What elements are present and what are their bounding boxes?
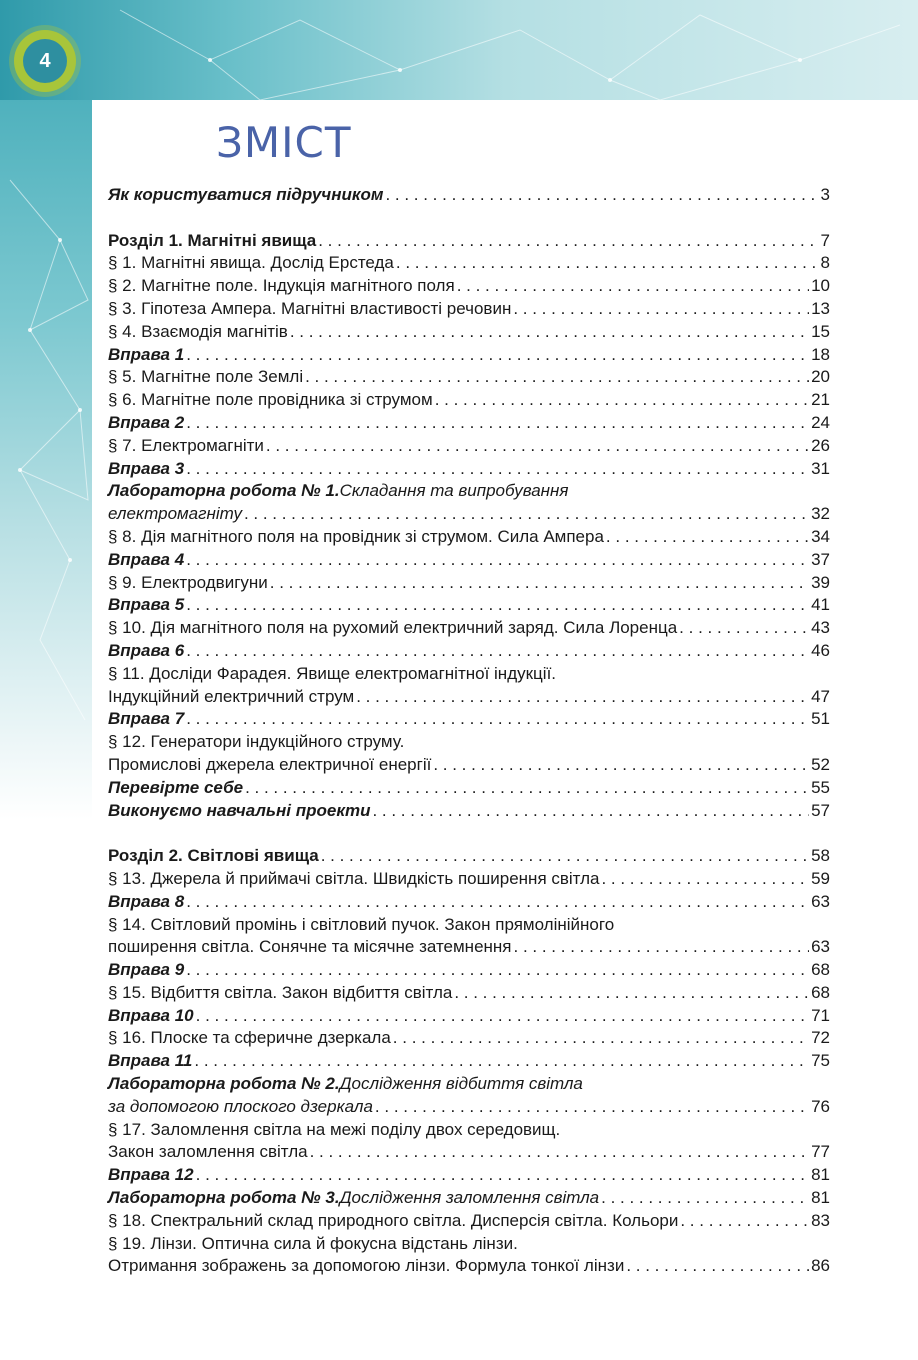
toc-dot-leader: [186, 412, 809, 435]
toc-dot-leader: [245, 777, 809, 800]
toc-entry-text: § 9. Електродвигуни: [108, 572, 268, 592]
toc-entry-text: Отримання зображень за допомогою лінзи. Формула тонкої лінзи: [108, 1256, 625, 1276]
toc-entry: [108, 868, 830, 891]
toc-entry-text: Дослідження заломлення світла: [339, 1188, 600, 1208]
toc-entry: [108, 708, 830, 731]
toc-entry: [108, 1119, 830, 1142]
toc-dot-leader: [680, 1210, 809, 1233]
toc-entry-text: Промислові джерела електричної енергії: [108, 754, 432, 774]
toc-entry-text: § 4. Взаємодія магнітів: [108, 321, 288, 341]
toc-entry: [108, 1141, 830, 1164]
page-title: ЗМІСТ: [216, 118, 352, 167]
toc-entry-text: Вправа 4: [108, 549, 185, 569]
toc-entry-text: § 5. Магнітне поле Землі: [108, 367, 304, 387]
toc-page-number: 24: [811, 412, 830, 432]
toc-entry-text: Складання та випробування: [339, 481, 569, 501]
toc-page-number: 37: [811, 549, 830, 569]
toc-page-number: 39: [811, 572, 830, 592]
toc-entry-text: Вправа 1: [108, 344, 185, 364]
toc-dot-leader: [196, 1005, 809, 1028]
toc-page-number: 10: [811, 276, 830, 296]
toc-page-number: 43: [811, 618, 830, 638]
toc-page-number: 8: [820, 253, 830, 273]
toc-page-number: 21: [811, 390, 830, 410]
toc-entry: [108, 594, 830, 617]
toc-entry-text: Лабораторна робота № 2.: [108, 1074, 340, 1094]
toc-entry: [108, 731, 830, 754]
toc-entry: [108, 366, 830, 389]
toc-entry: [108, 230, 830, 253]
toc-entry: [108, 1210, 830, 1233]
toc-dot-leader: [186, 594, 809, 617]
toc-entry-text: Вправа 5: [108, 595, 185, 615]
toc-page-number: 34: [811, 526, 830, 546]
toc-dot-leader: [514, 936, 810, 959]
toc-entry-text: § 18. Спектральний склад природного світла. Дисперсія світла. Кольори: [108, 1210, 679, 1230]
toc-dot-leader: [601, 1187, 809, 1210]
toc-page-number: 59: [811, 868, 830, 888]
toc-page-number: 41: [811, 595, 830, 615]
toc-entry: [108, 914, 830, 937]
toc-entry-text: Закон заломлення світла: [108, 1142, 308, 1162]
toc-page-number: 77: [811, 1142, 830, 1162]
toc-dot-leader: [186, 891, 809, 914]
toc-page-number: 81: [811, 1188, 830, 1208]
toc-dot-leader: [385, 184, 818, 207]
toc-dot-leader: [194, 1050, 809, 1073]
toc-page-number: 68: [811, 982, 830, 1002]
toc-entry: [108, 503, 830, 526]
toc-entry-text: Вправа 7: [108, 709, 185, 729]
toc-entry: [108, 982, 830, 1005]
toc-page-number: 63: [811, 937, 830, 957]
toc-dot-leader: [290, 321, 809, 344]
toc-entry: [108, 959, 830, 982]
toc-page-number: 18: [811, 344, 830, 364]
toc-dot-leader: [266, 435, 809, 458]
toc-entry: [108, 891, 830, 914]
toc-page-number: 52: [811, 754, 830, 774]
toc-page-number: 3: [820, 185, 830, 204]
toc-entry-text: поширення світла. Сонячне та місячне затемнення: [108, 937, 512, 957]
toc-entry-text: електромагніту: [108, 504, 242, 524]
toc-entry: [108, 549, 830, 572]
toc-entry: [108, 800, 830, 823]
toc-dot-leader: [196, 1164, 809, 1187]
toc-entry-text: Перевірте себе: [108, 777, 244, 797]
toc-entry-text: Індукційний електричний струм: [108, 686, 355, 706]
toc-page-number: 26: [811, 435, 830, 455]
toc-entry-text: Лабораторна робота № 1.: [108, 481, 340, 501]
toc-entry-text: § 3. Гіпотеза Ампера. Магнітні властивості речовин: [108, 298, 512, 318]
toc-page-number: 71: [811, 1005, 830, 1025]
toc-page-number: 20: [811, 367, 830, 387]
toc-page-number: 32: [811, 504, 830, 524]
toc-entry: [108, 1164, 830, 1187]
toc-entry-text: Вправа 11: [108, 1051, 193, 1071]
toc-entry-text: § 1. Магнітні явища. Дослід Ерстеда: [108, 253, 394, 273]
toc-entry: [108, 663, 830, 686]
toc-entry-text: Вправа 2: [108, 412, 185, 432]
toc-dot-leader: [435, 389, 809, 412]
toc-entry-text: § 15. Відбиття світла. Закон відбиття світла: [108, 982, 453, 1002]
toc-entry: [108, 1073, 830, 1096]
toc-entry: [108, 389, 830, 412]
toc-entry: [108, 298, 830, 321]
toc-entry-text: § 11. Досліди Фарадея. Явище електромагнітної індукції.: [108, 663, 557, 683]
toc-dot-leader: [186, 458, 809, 481]
toc-entry-text: Вправа 6: [108, 640, 185, 660]
toc-entry: [108, 754, 830, 777]
toc-entry: [108, 617, 830, 640]
toc-entry: [108, 1255, 830, 1278]
toc-page-number: 63: [811, 891, 830, 911]
toc-entry-text: § 13. Джерела й приймачі світла. Швидкість поширення світла: [108, 868, 600, 888]
toc-dot-leader: [457, 275, 809, 298]
toc-page-number: 55: [811, 777, 830, 797]
table-of-contents: [108, 184, 830, 1278]
toc-page-number: 86: [811, 1256, 830, 1276]
toc-entry: [108, 845, 830, 868]
toc-page-number: 75: [811, 1051, 830, 1071]
toc-dot-leader: [186, 959, 809, 982]
toc-entry: [108, 458, 830, 481]
toc-dot-leader: [626, 1255, 809, 1278]
toc-entry-text: Розділ 2. Світлові явища: [108, 846, 319, 866]
toc-dot-leader: [186, 549, 809, 572]
toc-page-number: 7: [820, 230, 830, 250]
toc-entry-text: Вправа 8: [108, 891, 185, 911]
toc-entry-text: Лабораторна робота № 3.: [108, 1188, 340, 1208]
toc-entry: [108, 1187, 830, 1210]
toc-page-number: 46: [811, 640, 830, 660]
toc-dot-leader: [270, 572, 809, 595]
toc-entry: [108, 275, 830, 298]
toc-entry: [108, 777, 830, 800]
toc-entry-text: Вправа 3: [108, 458, 185, 478]
toc-entry-text: Вправа 12: [108, 1165, 194, 1185]
toc-dot-leader: [601, 868, 809, 891]
toc-entry: [108, 686, 830, 709]
toc-entry-text: Вправа 9: [108, 960, 185, 980]
toc-entry-text: § 12. Генератори індукційного струму.: [108, 732, 405, 752]
toc-dot-leader: [433, 754, 809, 777]
toc-entry: [108, 640, 830, 663]
toc-entry-text: § 19. Лінзи. Оптична сила й фокусна відстань лінзи.: [108, 1233, 518, 1253]
toc-page-number: 15: [811, 321, 830, 341]
toc-entry-text: § 14. Світловий промінь і світловий пучок. Закон прямолінійного: [108, 914, 615, 934]
toc-dot-leader: [244, 503, 809, 526]
toc-dot-leader: [305, 366, 809, 389]
toc-entry: [108, 480, 830, 503]
toc-dot-leader: [393, 1027, 809, 1050]
toc-dot-leader: [310, 1141, 809, 1164]
toc-dot-leader: [372, 800, 809, 823]
toc-entry-text: Вправа 10: [108, 1005, 194, 1025]
toc-page-number: 76: [811, 1096, 830, 1116]
toc-entry: [108, 252, 830, 275]
toc-dot-leader: [606, 526, 809, 549]
toc-page-number: 47: [811, 686, 830, 706]
toc-entry: [108, 1005, 830, 1028]
toc-dot-leader: [186, 344, 809, 367]
toc-entry: [108, 1050, 830, 1073]
toc-page-number: 68: [811, 960, 830, 980]
toc-entry: [108, 344, 830, 367]
toc-entry-text: § 8. Дія магнітного поля на провідник зі струмом. Сила Ампера: [108, 526, 604, 546]
toc-entry-text: § 7. Електромагніти: [108, 435, 264, 455]
toc-entry: [108, 412, 830, 435]
toc-entry-text: Дослідження відбиття світла: [339, 1074, 583, 1094]
toc-dot-leader: [679, 617, 809, 640]
toc-entry-text: Як користуватися підручником: [108, 185, 384, 204]
page-number: 4: [23, 39, 67, 83]
toc-page-number: 83: [811, 1210, 830, 1230]
toc-entry: [108, 184, 830, 207]
toc-entry-text: § 17. Заломлення світла на межі поділу двох середовищ.: [108, 1119, 561, 1139]
toc-page-number: 31: [811, 458, 830, 478]
toc-dot-leader: [513, 298, 809, 321]
toc-entry-text: Розділ 1. Магнітні явища: [108, 230, 317, 250]
toc-entry: [108, 1233, 830, 1256]
toc-entry-text: § 16. Плоске та сферичне дзеркала: [108, 1028, 391, 1048]
toc-dot-leader: [321, 845, 809, 868]
toc-page-number: 51: [811, 709, 830, 729]
toc-page-number: 58: [811, 846, 830, 866]
toc-entry: [108, 1096, 830, 1119]
page-number-badge: [14, 30, 76, 92]
toc-page-number: 57: [811, 800, 830, 820]
toc-entry-text: § 2. Магнітне поле. Індукція магнітного поля: [108, 276, 455, 296]
toc-dot-leader: [186, 708, 809, 731]
toc-dot-leader: [356, 686, 809, 709]
toc-dot-leader: [396, 252, 819, 275]
toc-entry: [108, 435, 830, 458]
toc-entry: [108, 526, 830, 549]
toc-entry: [108, 1027, 830, 1050]
toc-dot-leader: [375, 1096, 809, 1119]
toc-entry: [108, 321, 830, 344]
toc-entry-text: § 6. Магнітне поле провідника зі струмом: [108, 390, 433, 410]
toc-entry-text: за допомогою плоского дзеркала: [108, 1096, 373, 1116]
toc-page-number: 13: [811, 298, 830, 318]
toc-entry: [108, 936, 830, 959]
toc-entry: [108, 572, 830, 595]
toc-entry-text: § 10. Дія магнітного поля на рухомий електричний заряд. Сила Лоренца: [108, 618, 678, 638]
toc-dot-leader: [454, 982, 809, 1005]
toc-dot-leader: [186, 640, 809, 663]
toc-page-number: 72: [811, 1028, 830, 1048]
toc-dot-leader: [318, 230, 818, 253]
toc-page-number: 81: [811, 1165, 830, 1185]
toc-entry-text: Виконуємо навчальні проекти: [108, 800, 371, 820]
